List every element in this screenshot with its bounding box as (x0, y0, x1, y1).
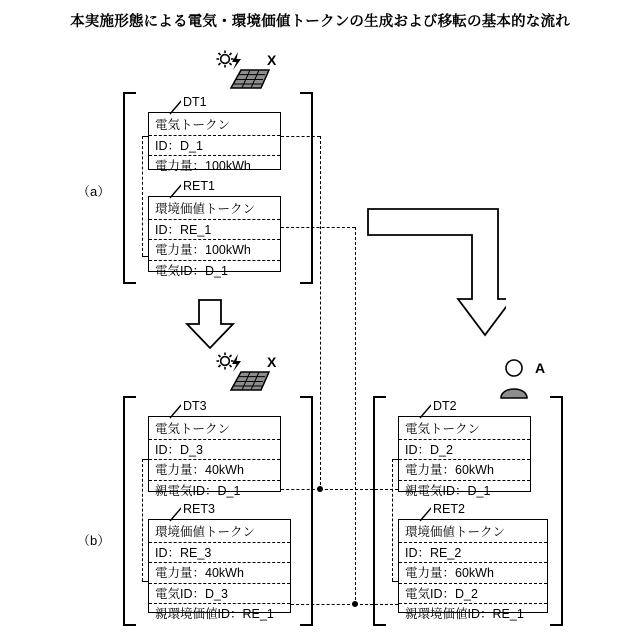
actor-label-x-top: X (267, 52, 277, 68)
solar-panel-icon-top (211, 50, 271, 97)
token-row: ID：RE_1 (149, 219, 280, 240)
link-dt2-left-stub (392, 459, 398, 460)
token-row: 環境価値トークン (155, 202, 256, 216)
token-row: ID：D_3 (149, 439, 280, 460)
token-box-dt1 (148, 112, 281, 173)
link-dt1-vertical (320, 136, 321, 490)
token-row: ID：D_2 (399, 439, 530, 460)
link-ret2-electricity-id (392, 581, 398, 582)
token-row: 電気ID：D_1 (149, 260, 280, 281)
link-to-dt2-parent (320, 489, 398, 490)
box-name-dt3: DT3 (183, 399, 207, 413)
token-row: 親環境価値ID：RE_1 (399, 603, 547, 624)
link-to-ret2-parent (355, 604, 398, 605)
token-row: 環境価値トークン (155, 525, 256, 539)
link-dt3-to-ret3-vertical (142, 459, 143, 581)
link-dt1-to-ret1-vertical (142, 136, 143, 256)
link-dt3-left-stub (142, 459, 148, 460)
token-row: 電力量：40kWh (149, 459, 280, 480)
token-row: ID：RE_3 (149, 542, 290, 563)
box-name-ret3: RET3 (183, 502, 215, 516)
token-row: 親電気ID：D_1 (399, 480, 530, 501)
token-box-dt2 (398, 416, 531, 498)
link-ret1-electricity-id (142, 256, 148, 257)
box-name-ret1: RET1 (183, 179, 215, 193)
transfer-arrow-to-a (366, 205, 506, 353)
token-box-ret1 (148, 196, 281, 278)
token-row: 電力量：100kWh (149, 239, 280, 260)
token-row: 電力量：40kWh (149, 562, 290, 583)
token-row: 電力量：100kWh (149, 155, 280, 176)
link-dt1-right (281, 136, 320, 137)
token-row: 電力量：60kWh (399, 562, 547, 583)
token-row: 親環境価値ID：RE_1 (149, 603, 290, 624)
box-name-ret2: RET2 (433, 502, 465, 516)
figure-title: 本実施形態による電気・環境価値トークンの生成および移転の基本的な流れ (70, 14, 570, 30)
solar-panel-icon-bottom (211, 352, 271, 399)
down-arrow-left (185, 298, 235, 350)
token-box-dt3 (148, 416, 281, 498)
link-ret1-right (281, 227, 355, 228)
actor-label-x-bottom: X (267, 354, 277, 370)
token-row: 電力量：60kWh (399, 459, 530, 480)
link-ret1-vertical (355, 227, 356, 605)
token-row: 電気ID：D_2 (399, 583, 547, 604)
token-box-ret2 (398, 519, 548, 621)
group-label-b: （b） (77, 533, 111, 548)
token-row: 親電気ID：D_1 (149, 480, 280, 501)
link-ret3-electricity-id (142, 581, 148, 582)
token-row: ID：RE_2 (399, 542, 547, 563)
token-row: 電気トークン (405, 422, 481, 436)
link-dt2-to-ret2-vertical (392, 459, 393, 581)
link-to-ret3-parent (291, 604, 355, 605)
group-label-a: （a） (77, 184, 111, 199)
link-dt1-left-stub (142, 136, 148, 137)
token-row: ID：D_1 (149, 135, 280, 156)
token-box-ret3 (148, 519, 291, 621)
token-row: 電気トークン (155, 118, 231, 132)
junction-dot-bottom (352, 601, 358, 607)
junction-dot-top (317, 486, 323, 492)
box-name-dt2: DT2 (433, 399, 457, 413)
token-row: 電気トークン (155, 422, 231, 436)
actor-label-a: A (535, 360, 546, 376)
link-to-dt3-parent (281, 489, 320, 490)
token-row: 環境価値トークン (405, 525, 506, 539)
box-name-dt1: DT1 (183, 95, 207, 109)
token-row: 電気ID：D_3 (149, 583, 290, 604)
